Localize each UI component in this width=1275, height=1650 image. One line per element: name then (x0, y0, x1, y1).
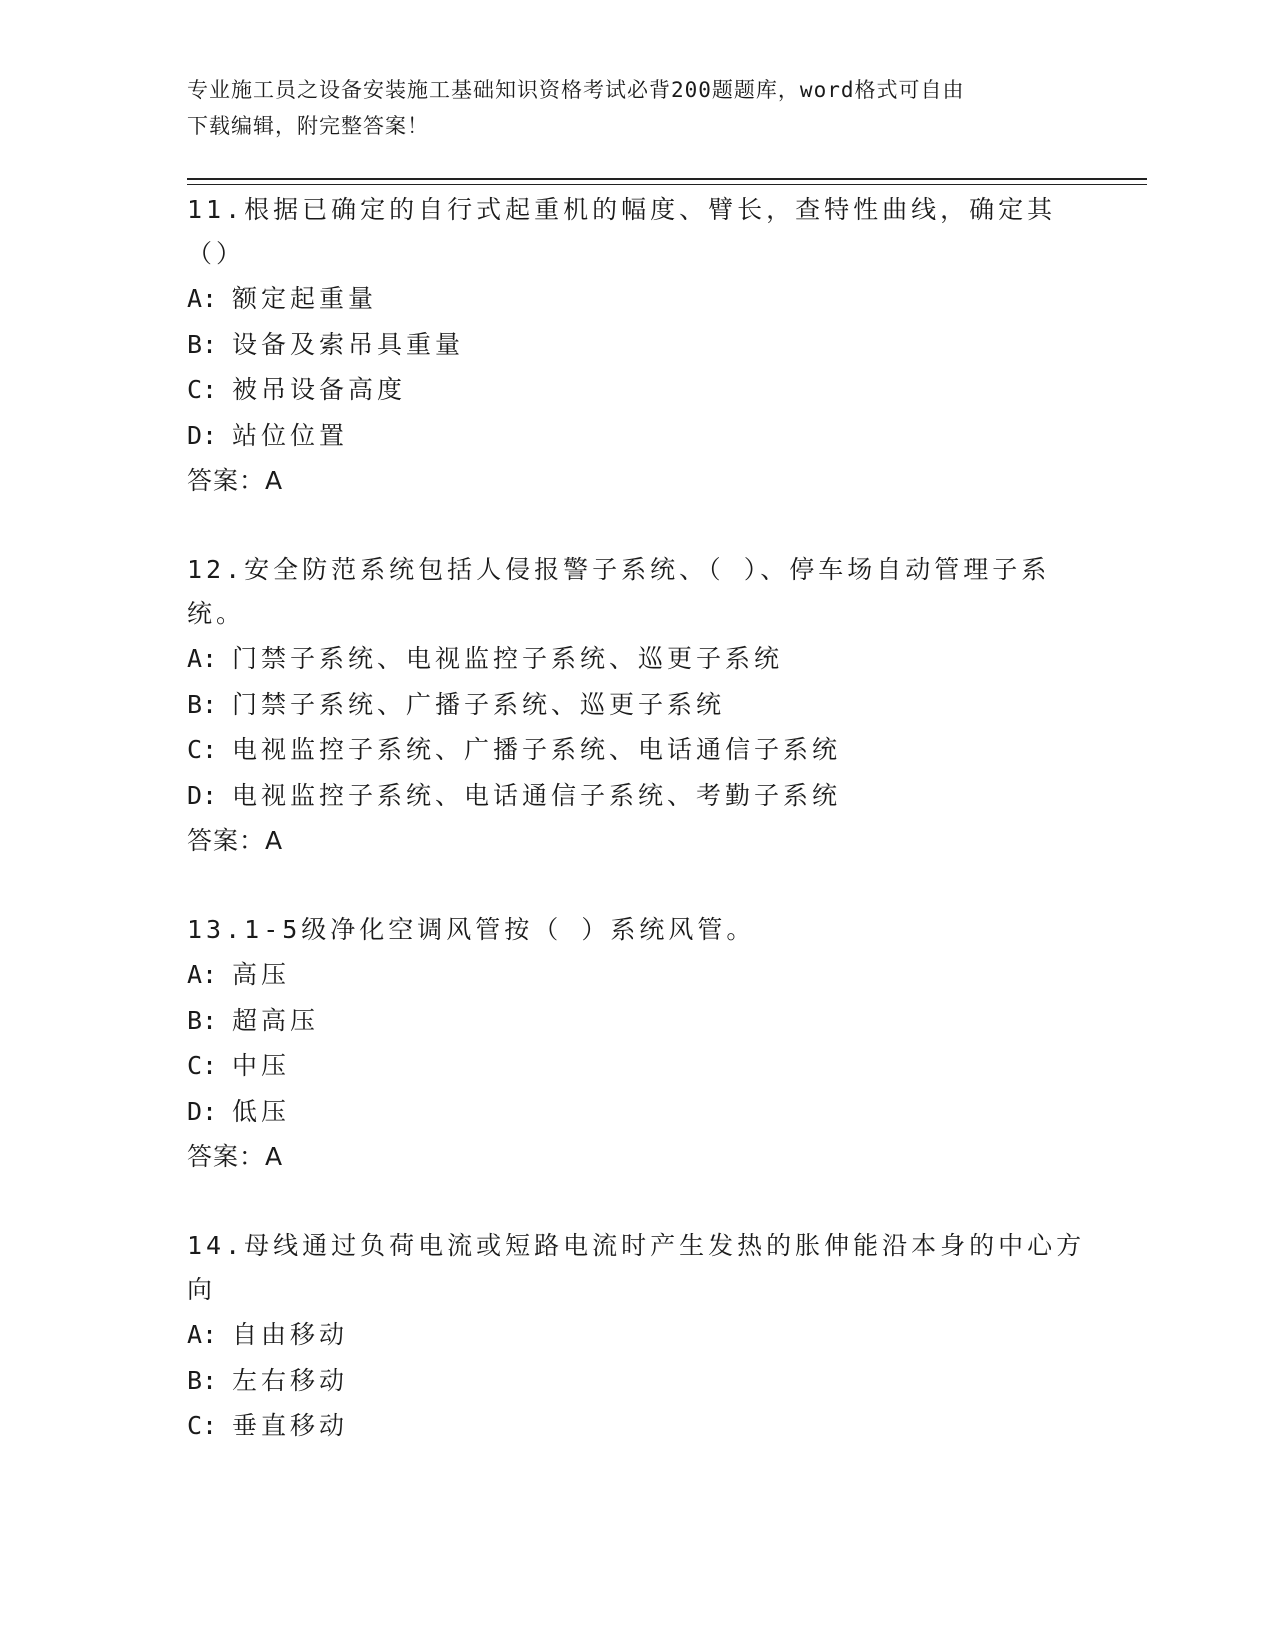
option-text: 电视监控子系统、广播子系统、电话通信子系统 (232, 735, 842, 764)
option-text: 垂直移动 (232, 1411, 349, 1440)
intro-line-2: 下载编辑，附完整答案！ (187, 114, 429, 138)
option-label: B: (187, 1365, 218, 1395)
option-b (187, 322, 1087, 368)
option-text: 超高压 (232, 1005, 320, 1035)
option-label: C: (187, 1051, 218, 1080)
option-label: B: (187, 689, 218, 719)
option-d (187, 773, 1087, 819)
option-c (187, 1403, 1087, 1449)
question-stem: 14.母线通过负荷电流或短路电流时产生发热的胀伸能沿本身的中心方向 (187, 1231, 1086, 1304)
intro-line-1: 专业施工员之设备安装施工基础知识资格考试必背200题题库，word格式可自由 (187, 78, 965, 102)
question-stem: 13.1-5级净化空调风管按（ ）系统风管。 (187, 915, 756, 944)
option-a (187, 952, 1087, 998)
answer-line: 答案：A (187, 466, 284, 495)
option-label: B: (187, 329, 218, 359)
option-text: 站位位置 (232, 420, 349, 450)
question-stem: 12.安全防范系统包括人侵报警子系统、（ ）、停车场自动管理子系统。 (187, 555, 1051, 628)
header-divider-thick (187, 178, 1147, 180)
option-text: 高压 (232, 960, 291, 989)
header-divider-thin (187, 184, 1147, 185)
option-label: D: (187, 420, 218, 450)
option-text: 电视监控子系统、电话通信子系统、考勤子系统 (232, 780, 842, 810)
question-11 (187, 188, 1087, 503)
option-text: 自由移动 (232, 1320, 349, 1349)
option-label: A: (187, 1320, 218, 1349)
option-a (187, 276, 1087, 322)
option-text: 左右移动 (232, 1365, 349, 1395)
option-a (187, 636, 1087, 682)
option-b (187, 998, 1087, 1044)
option-label: A: (187, 644, 218, 673)
option-label: D: (187, 1096, 218, 1126)
question-stem: 11.根据已确定的自行式起重机的幅度、臂长，查特性曲线，确定其（） (187, 195, 1057, 268)
document-intro (187, 72, 1067, 144)
option-text: 额定起重量 (232, 284, 378, 313)
option-label: A: (187, 960, 218, 989)
option-label: B: (187, 1005, 218, 1035)
option-label: D: (187, 780, 218, 810)
question-list (187, 188, 1087, 1494)
option-a (187, 1312, 1087, 1358)
option-text: 门禁子系统、电视监控子系统、巡更子系统 (232, 644, 784, 673)
option-c (187, 1043, 1087, 1089)
option-label: C: (187, 1411, 218, 1440)
answer-line: 答案：A (187, 1142, 284, 1171)
option-text: 设备及索吊具重量 (232, 329, 465, 359)
option-c (187, 367, 1087, 413)
option-label: C: (187, 735, 218, 764)
option-text: 中压 (232, 1051, 291, 1080)
option-d (187, 413, 1087, 459)
option-b (187, 1358, 1087, 1404)
option-text: 被吊设备高度 (232, 375, 407, 404)
question-12 (187, 548, 1087, 863)
answer-line: 答案：A (187, 826, 284, 855)
option-text: 门禁子系统、广播子系统、巡更子系统 (232, 689, 726, 719)
option-label: A: (187, 284, 218, 313)
option-d (187, 1089, 1087, 1135)
option-label: C: (187, 375, 218, 404)
option-b (187, 682, 1087, 728)
question-14 (187, 1224, 1087, 1449)
question-13 (187, 908, 1087, 1179)
option-text: 低压 (232, 1096, 291, 1126)
option-c (187, 727, 1087, 773)
